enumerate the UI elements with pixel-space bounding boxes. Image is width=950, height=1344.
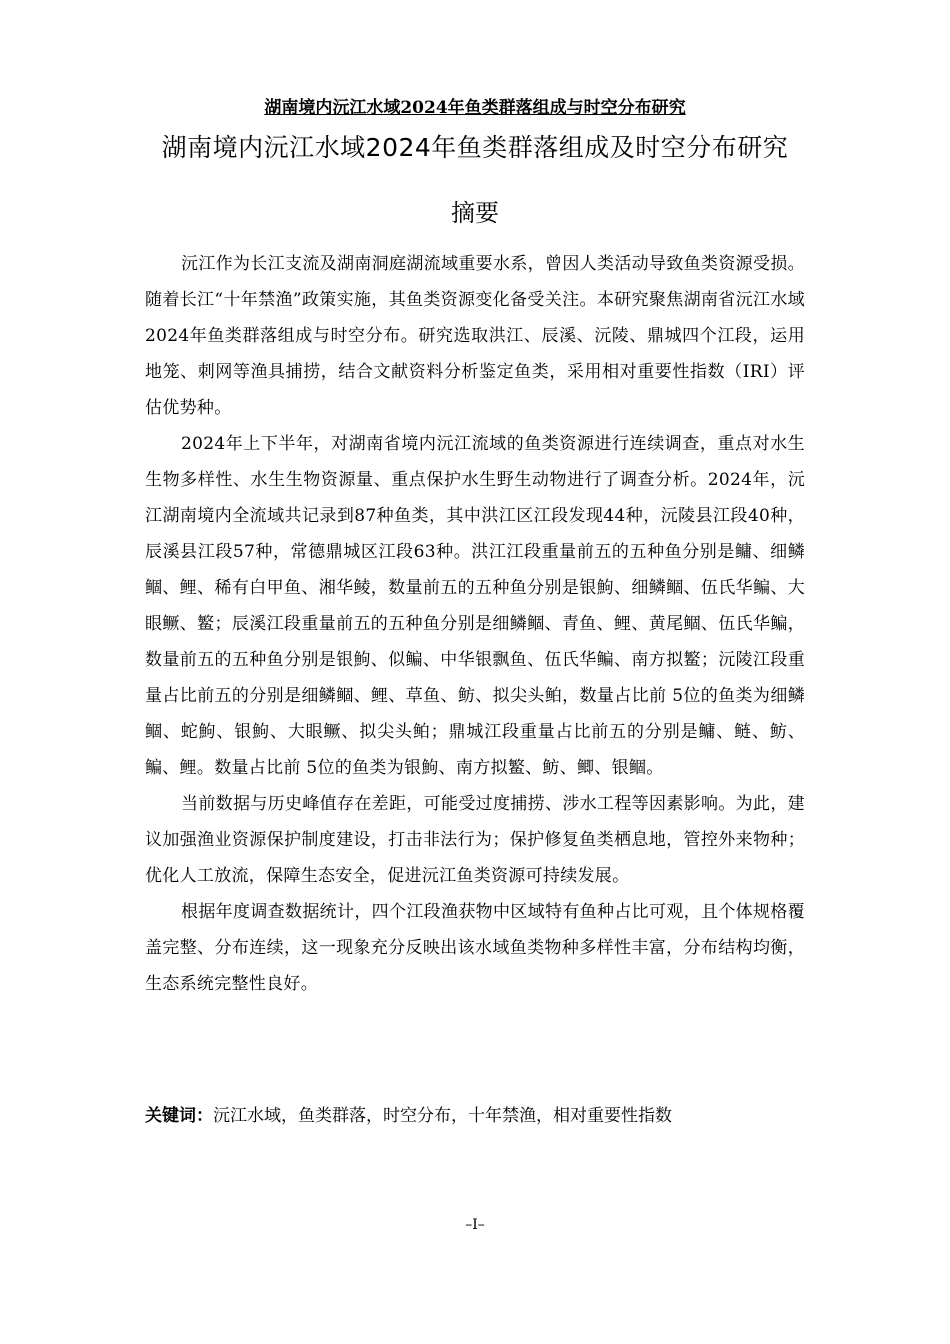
abstract-heading: 摘要 xyxy=(451,199,499,227)
paper-title: 湖南境内沅江水域2024年鱼类群落组成及时空分布研究 xyxy=(161,133,789,162)
abstract-paragraph: 沅江作为长江支流及湖南洞庭湖流域重要水系，曾因人类活动导致鱼类资源受损。随着长江“十年禁渔”政策实施，其鱼类资源变化备受关注。本研究聚焦湖南省沅江水域2024年鱼类群落组成与时空分布。研究选取洪江、辰溪、沅陵、鼎城四个江段，运用地笼、刺网等渔具捕捞，结合文献资料分析鉴定鱼类，采用相对重要性指数（IRI）评估优势种。 xyxy=(145,254,805,418)
running-header: 湖南境内沅江水域2024年鱼类群落组成与时空分布研究 xyxy=(264,98,686,118)
abstract-paragraph: 当前数据与历史峰值存在差距，可能受过度捕捞、涉水工程等因素影响。为此，建议加强渔业资源保护制度建设，打击非法行为；保护修复鱼类栖息地，管控外来物种；优化人工放流，保障生态安全，促进沅江鱼类资源可持续发展。 xyxy=(145,794,805,886)
abstract-body xyxy=(145,246,805,1002)
abstract-paragraph: 根据年度调查数据统计，四个江段渔获物中区域特有鱼种占比可观，且个体规格覆盖完整、分布连续，这一现象充分反映出该水域鱼类物种多样性丰富，分布结构均衡，生态系统完整性良好。 xyxy=(145,902,805,994)
page-number: –I– xyxy=(465,1217,485,1233)
keywords-line xyxy=(145,1101,805,1131)
keywords-label: 关键词： xyxy=(145,1106,213,1126)
keywords-text: 沅江水域，鱼类群落，时空分布，十年禁渔，相对重要性指数 xyxy=(213,1106,672,1126)
abstract-paragraph: 2024年上下半年，对湖南省境内沅江流域的鱼类资源进行连续调查，重点对水生生物多样性、水生生物资源量、重点保护水生野生动物进行了调查分析。2024年，沅江湖南境内全流域共记录到87种鱼类，其中洪江区江段发现44种，沅陵县江段40种，辰溪县江段57种，常德鼎城区江段63种。洪江江段重量前五的五种鱼分别是鳙、细鳞鲴、鲤、稀有白甲鱼、湘华鲮，数量前五的五种鱼分别是银鮈、细鳞鲴、伍氏华鳊、大眼鳜、鳘；辰溪江段重量前五的五种鱼分别是细鳞鲴、青鱼、鲤、黄尾鲴、伍氏华鳊，数量前五的五种鱼分别是银鮈、似鳊、中华银飘鱼、伍氏华鳊、南方拟鳘；沅陵江段重量占比前五的分别是细鳞鲴、鲤、草鱼、鲂、拟尖头鲌，数量占比前 5位的鱼类为细鳞鲴、蛇鮈、银鮈、大眼鳜、拟尖头鲌；鼎城江段重量占比前五的分别是鳙、鲢、鲂、鳊、鲤。数量占比前 5位的鱼类为银鮈、南方拟鳘、鲂、鲫、银鲴。 xyxy=(145,434,805,778)
